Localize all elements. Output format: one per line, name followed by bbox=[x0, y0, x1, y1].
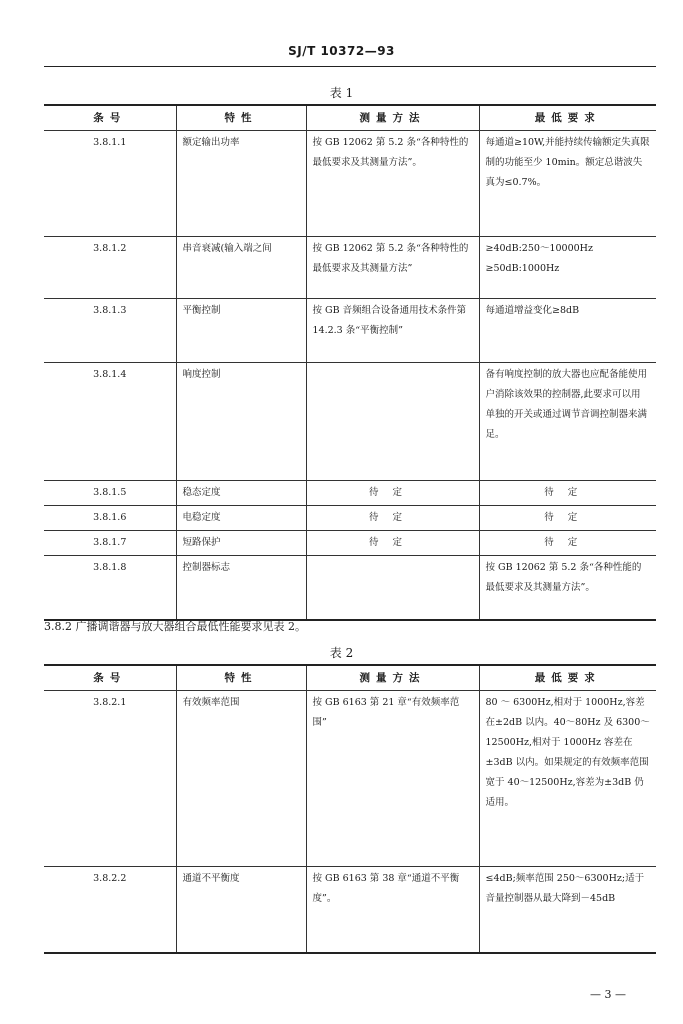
table-row bbox=[44, 506, 656, 531]
characteristic: 响度控制 bbox=[176, 363, 306, 481]
table2-caption: 表 2 bbox=[329, 646, 354, 660]
table-row bbox=[44, 867, 656, 953]
requirement: 待定 bbox=[479, 506, 656, 531]
characteristic: 稳态定度 bbox=[176, 481, 306, 506]
table-row bbox=[44, 481, 656, 506]
characteristic: 平衡控制 bbox=[176, 299, 306, 363]
table-row bbox=[44, 556, 656, 620]
method: 按 GB 12062 第 5.2 条“各种特性的最低要求及其测量方法”。 bbox=[306, 131, 479, 237]
requirement: ≤4dB;频率范围 250～6300Hz;适于音量控制器从最大降到－45dB bbox=[479, 867, 656, 953]
clause-number: 3.8.1.2 bbox=[44, 237, 176, 299]
table-row bbox=[44, 531, 656, 556]
clause-number: 3.8.1.6 bbox=[44, 506, 176, 531]
method: 按 GB 12062 第 5.2 条“各种特性的最低要求及其测量方法” bbox=[306, 237, 479, 299]
method bbox=[306, 556, 479, 620]
clause-number: 3.8.1.3 bbox=[44, 299, 176, 363]
table1-caption: 表 1 bbox=[329, 86, 354, 100]
characteristic: 控制器标志 bbox=[176, 556, 306, 620]
header-method: 测量方法 bbox=[306, 665, 479, 691]
requirement: 备有响度控制的放大器也应配备能使用户消除该效果的控制器,此要求可以用单独的开关或通过调节音调控制器来满足。 bbox=[479, 363, 656, 481]
header-clause: 条号 bbox=[44, 665, 176, 691]
table-row bbox=[44, 691, 656, 867]
table-row bbox=[44, 131, 656, 237]
page-number: — 3 — bbox=[590, 988, 626, 1001]
method: 按 GB 音频组合设备通用技术条件第 14.2.3 条“平衡控制” bbox=[306, 299, 479, 363]
clause-number: 3.8.2.2 bbox=[44, 867, 176, 953]
clause-number: 3.8.1.7 bbox=[44, 531, 176, 556]
characteristic: 短路保护 bbox=[176, 531, 306, 556]
characteristic: 电稳定度 bbox=[176, 506, 306, 531]
header-clause: 条号 bbox=[44, 105, 176, 131]
method: 待定 bbox=[306, 531, 479, 556]
characteristic: 额定输出功率 bbox=[176, 131, 306, 237]
requirement: 每通道增益变化≥8dB bbox=[479, 299, 656, 363]
clause-number: 3.8.1.4 bbox=[44, 363, 176, 481]
table-2 bbox=[44, 664, 656, 954]
header-requirement: 最低要求 bbox=[479, 665, 656, 691]
table-row bbox=[44, 363, 656, 481]
header-rule bbox=[44, 66, 656, 67]
characteristic: 通道不平衡度 bbox=[176, 867, 306, 953]
requirement: 按 GB 12062 第 5.2 条“各种性能的最低要求及其测量方法”。 bbox=[479, 556, 656, 620]
header-characteristic: 特性 bbox=[176, 665, 306, 691]
table-row bbox=[44, 299, 656, 363]
requirement: 待定 bbox=[479, 481, 656, 506]
header-requirement: 最低要求 bbox=[479, 105, 656, 131]
characteristic: 有效频率范围 bbox=[176, 691, 306, 867]
requirement: ≥40dB:250～10000Hz ≥50dB:1000Hz bbox=[479, 237, 656, 299]
requirement: 待定 bbox=[479, 531, 656, 556]
clause-number: 3.8.1.5 bbox=[44, 481, 176, 506]
header-method: 测量方法 bbox=[306, 105, 479, 131]
method bbox=[306, 363, 479, 481]
header-characteristic: 特性 bbox=[176, 105, 306, 131]
section-text: 3.8.2 广播调谐器与放大器组合最低性能要求见表 2。 bbox=[44, 620, 306, 633]
method: 待定 bbox=[306, 481, 479, 506]
characteristic: 串音衰减(输入端之间 bbox=[176, 237, 306, 299]
method: 待定 bbox=[306, 506, 479, 531]
clause-number: 3.8.1.1 bbox=[44, 131, 176, 237]
document-header: SJ/T 10372—93 bbox=[288, 44, 395, 58]
table-header-row bbox=[44, 665, 656, 691]
method: 按 GB 6163 第 21 章“有效频率范围” bbox=[306, 691, 479, 867]
requirement: 每通道≥10W,并能持续传输额定失真限制的功能至少 10min。额定总谐波失真为≤0.7%。 bbox=[479, 131, 656, 237]
requirement: 80 ～ 6300Hz,相对于 1000Hz,容差在±2dB 以内。40～80Hz 及 6300～12500Hz,相对于 1000Hz 容差在±3dB 以内。如果规定的有效频率范围宽于 40～12500Hz,容差为±3dB 仍适用。 bbox=[479, 691, 656, 867]
table-row bbox=[44, 237, 656, 299]
clause-number: 3.8.2.1 bbox=[44, 691, 176, 867]
clause-number: 3.8.1.8 bbox=[44, 556, 176, 620]
table-1 bbox=[44, 104, 656, 621]
method: 按 GB 6163 第 38 章“通道不平衡度”。 bbox=[306, 867, 479, 953]
table-header-row bbox=[44, 105, 656, 131]
